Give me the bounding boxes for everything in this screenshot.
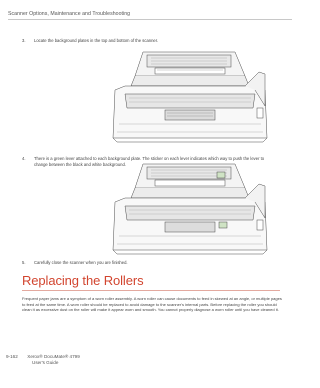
step-text: Carefully close the scanner when you are finished. <box>34 260 128 265</box>
step-3 <box>22 38 276 45</box>
scanner-open-illustration-levers <box>95 158 275 258</box>
step-text: There is a green lever attached to each background plate. The sticker on each lever indicates which way to push the lever to change between the black and white background. <box>34 156 265 167</box>
guide-name: User's Guide <box>32 360 59 365</box>
step-number: 5. <box>22 260 26 265</box>
section-divider <box>22 290 280 291</box>
running-header: Scanner Options, Maintenance and Troubleshooting <box>8 11 131 17</box>
section-body: Frequent paper jams are a symptom of a worn roller assembly. A worn roller can cause documents to feed in skewed at an angle, or multiple pages to feed at the same time. A worn roller should be replaced to avoid damage to the scanner's internal parts. Before replacing the roller you should clean it as excessive dust on the roller will make it appear worn and smooth. You cannot properly diagnose a worn roller until you have cleaned it. <box>22 296 282 313</box>
step-5 <box>22 260 276 267</box>
step-text: Locate the background plates in the top and bottom of the scanner. <box>34 38 159 43</box>
page-footer <box>6 354 80 365</box>
section-heading: Replacing the Rollers <box>22 273 144 288</box>
header-divider <box>8 19 292 20</box>
scanner-open-illustration-top <box>95 46 275 146</box>
step-number: 3. <box>22 38 26 43</box>
step-number: 4. <box>22 156 26 161</box>
product-name: Xerox® DocuMate® 4799 <box>27 354 80 359</box>
page-number: 9-162 <box>6 354 18 359</box>
